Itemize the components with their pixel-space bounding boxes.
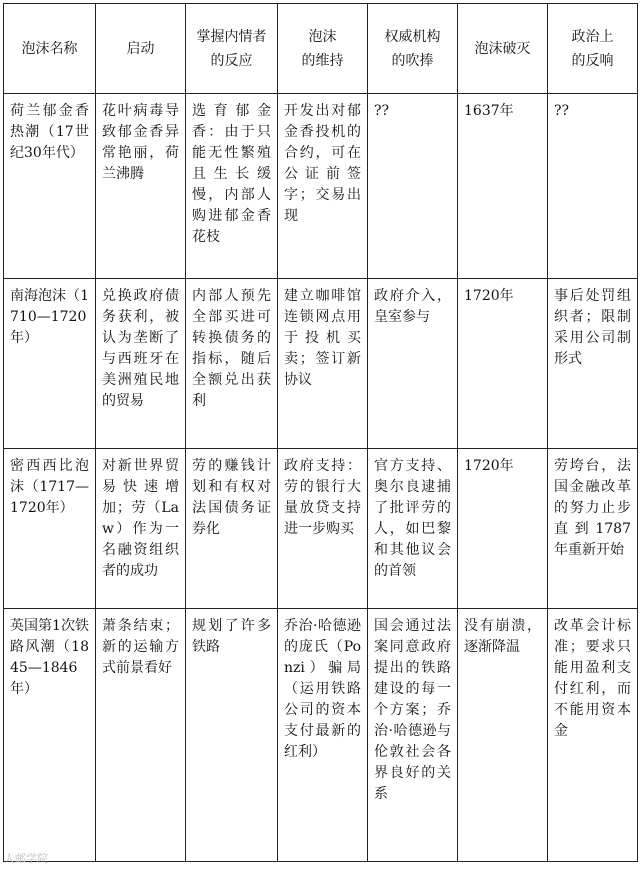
table-row — [4, 94, 638, 279]
table-cell: 规划了许多铁路 — [186, 609, 278, 862]
table-cell: 花叶病毒导致郁金香异常艳丽，荷兰沸腾 — [96, 94, 186, 279]
table-row — [4, 449, 638, 609]
header-row — [4, 4, 638, 94]
header-insider-reaction: 掌握内情者 的反应 — [186, 4, 278, 94]
table-row — [4, 279, 638, 449]
table-cell: 密西西比泡沫（1717—1720年） — [4, 449, 96, 609]
table-cell: 改革会计标准；要求只能用盈利支付红利，而不能用资本金 — [548, 609, 638, 862]
table-cell: 兑换政府债务获利，被认为垄断了与西班牙在美洲殖民地的贸易 — [96, 279, 186, 449]
table-cell: 劳的赚钱计划和有权对法国债务证券化 — [186, 449, 278, 609]
header-bubble-name: 泡沫名称 — [4, 4, 96, 94]
table-cell: ?? — [368, 94, 458, 279]
table-cell: 官方支持、奥尔良逮捕了批评劳的人，如巴黎和其他议会的首领 — [368, 449, 458, 609]
table-cell: 内部人预先全部买进可转换债务的指标，随后全额兑出获利 — [186, 279, 278, 449]
header-trigger: 启动 — [96, 4, 186, 94]
table-cell: 南海泡沫（1710—1720年） — [4, 279, 96, 449]
table-cell: ?? — [548, 94, 638, 279]
table-cell: 没有崩溃，逐渐降温 — [458, 609, 548, 862]
table-cell: 建立咖啡馆连锁网点用于投机买卖；签订新协议 — [278, 279, 368, 449]
header-bubble-maintenance: 泡沫 的维持 — [278, 4, 368, 94]
header-authority-endorsement: 权威机构 的吹捧 — [368, 4, 458, 94]
table-cell: 政府介入，皇室参与 — [368, 279, 458, 449]
table-cell: 国会通过法案同意政府提出的铁路建设的每一个方案；乔治·哈德逊与伦敦社会各界良好的关系 — [368, 609, 458, 862]
table-cell: 1720年 — [458, 449, 548, 609]
table-cell: 英国第1次铁路风潮（1845—1846年） — [4, 609, 96, 862]
table-cell: 萧条结束；新的运输方式前景看好 — [96, 609, 186, 862]
header-political-response: 政治上 的反响 — [548, 4, 638, 94]
table-cell: 乔治·哈德逊的庞氏（Ponzi）骗局（运用铁路公司的资本支付最新的红利） — [278, 609, 368, 862]
table-row — [4, 609, 638, 862]
table-cell: 对新世界贸易快速增加；劳（Law）作为一名融资组织者的成功 — [96, 449, 186, 609]
table-cell: 开发出对郁金香投机的合约，可在公证前签字；交易出现 — [278, 94, 368, 279]
table-cell: 政府支持：劳的银行大量放贷支持进一步购买 — [278, 449, 368, 609]
table-cell: 劳垮台，法国金融改革的努力止步直到1787年重新开始 — [548, 449, 638, 609]
table-cell: 1720年 — [458, 279, 548, 449]
bubble-table — [3, 3, 638, 862]
table-cell: 选育郁金香：由于只能无性繁殖且生长缓慢，内部人购进郁金香花枝 — [186, 94, 278, 279]
table-cell: 荷兰郁金香热潮（17世纪30年代） — [4, 94, 96, 279]
watermark: 人邮学院 — [4, 852, 48, 865]
table-cell: 1637年 — [458, 94, 548, 279]
table-cell: 事后处罚组织者；限制采用公司制形式 — [548, 279, 638, 449]
header-bubble-burst: 泡沫破灭 — [458, 4, 548, 94]
